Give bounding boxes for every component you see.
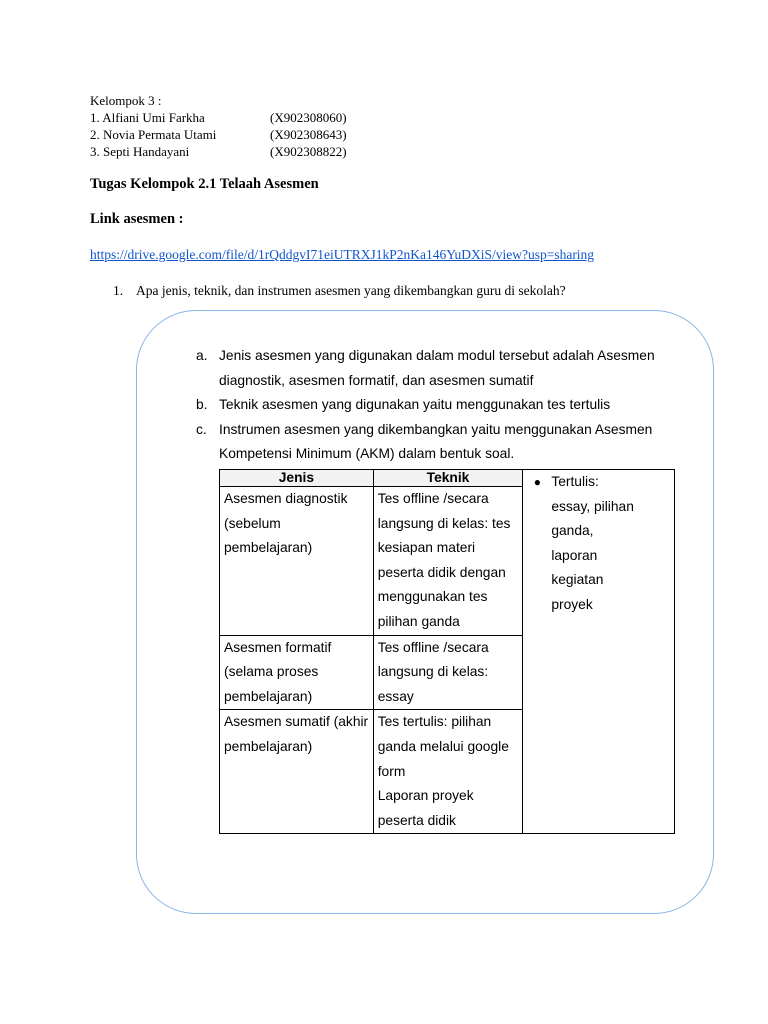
answer-letter: c. <box>196 421 207 437</box>
jenis-cell: Asesmen diagnostik (sebelum pembelajaran) <box>220 487 374 636</box>
member-row <box>90 109 347 126</box>
header-teknik: Teknik <box>373 470 523 487</box>
member-id: (X902308822) <box>270 144 347 159</box>
question-number: 1. <box>113 283 124 298</box>
member-name: 1. Alfiani Umi Farkha <box>90 110 205 125</box>
member-row <box>90 143 347 160</box>
answer-list <box>196 344 666 467</box>
teknik-extra-text: Laporan proyek peserta didik <box>377 788 474 828</box>
table-header-row <box>220 470 675 487</box>
answer-item <box>196 418 666 467</box>
question-text: Apa jenis, teknik, dan instrumen asesmen yang dikembangkan guru di sekolah? <box>136 283 566 298</box>
answer-text: Instrumen asesmen yang dikembangkan yaitu menggunakan Asesmen Kompetensi Minimum (AKM) dalam bentuk soal. <box>219 421 653 461</box>
header-jenis: Jenis <box>220 470 374 487</box>
teknik-cell: Tes offline /secara langsung di kelas: tes kesiapan materi peserta didik dengan menggunakan tes pilihan ganda <box>373 487 523 636</box>
teknik-cell: Tes offline /secara langsung di kelas: essay <box>373 635 523 710</box>
answer-text: Teknik asesmen yang digunakan yaitu menggunakan tes tertulis <box>219 397 611 412</box>
instrument-text: Tertulis: essay, pilihan ganda, laporan kegiatan proyek <box>551 474 634 612</box>
member-name: 3. Septi Handayani <box>90 144 190 159</box>
instrument-cell <box>523 470 675 834</box>
answer-text: Jenis asesmen yang digunakan dalam modul tersebut adalah Asesmen diagnostik, asesmen formatif, dan asesmen sumatif <box>219 348 655 388</box>
jenis-cell: Asesmen formatif (selama proses pembelajaran) <box>220 635 374 710</box>
assessment-table <box>219 469 675 834</box>
member-id: (X902308060) <box>270 110 347 125</box>
answer-letter: a. <box>196 348 208 363</box>
instrument-bullet <box>523 470 674 618</box>
teknik-cell <box>373 710 523 834</box>
member-id: (X902308643) <box>270 127 347 142</box>
group-header <box>90 92 347 160</box>
question <box>113 283 566 299</box>
bullet-icon: ● <box>533 475 541 489</box>
assessment-link[interactable]: https://drive.google.com/file/d/1rQddgvI71eiUTRXJ1kP2nKa146YuDXiS/view?usp=sharing <box>90 247 595 262</box>
answer-item <box>196 393 666 418</box>
answer-letter: b. <box>196 397 208 412</box>
teknik-text: Tes tertulis: pilihan ganda melalui google form <box>377 714 509 779</box>
answer-item <box>196 344 666 393</box>
document-title: Tugas Kelompok 2.1 Telaah Asesmen <box>90 176 319 192</box>
jenis-cell: Asesmen sumatif (akhir pembelajaran) <box>220 710 374 834</box>
link-label: Link asesmen : <box>90 211 184 227</box>
member-name: 2. Novia Permata Utami <box>90 127 217 142</box>
member-row <box>90 126 347 143</box>
group-label: Kelompok 3 : <box>90 93 162 108</box>
